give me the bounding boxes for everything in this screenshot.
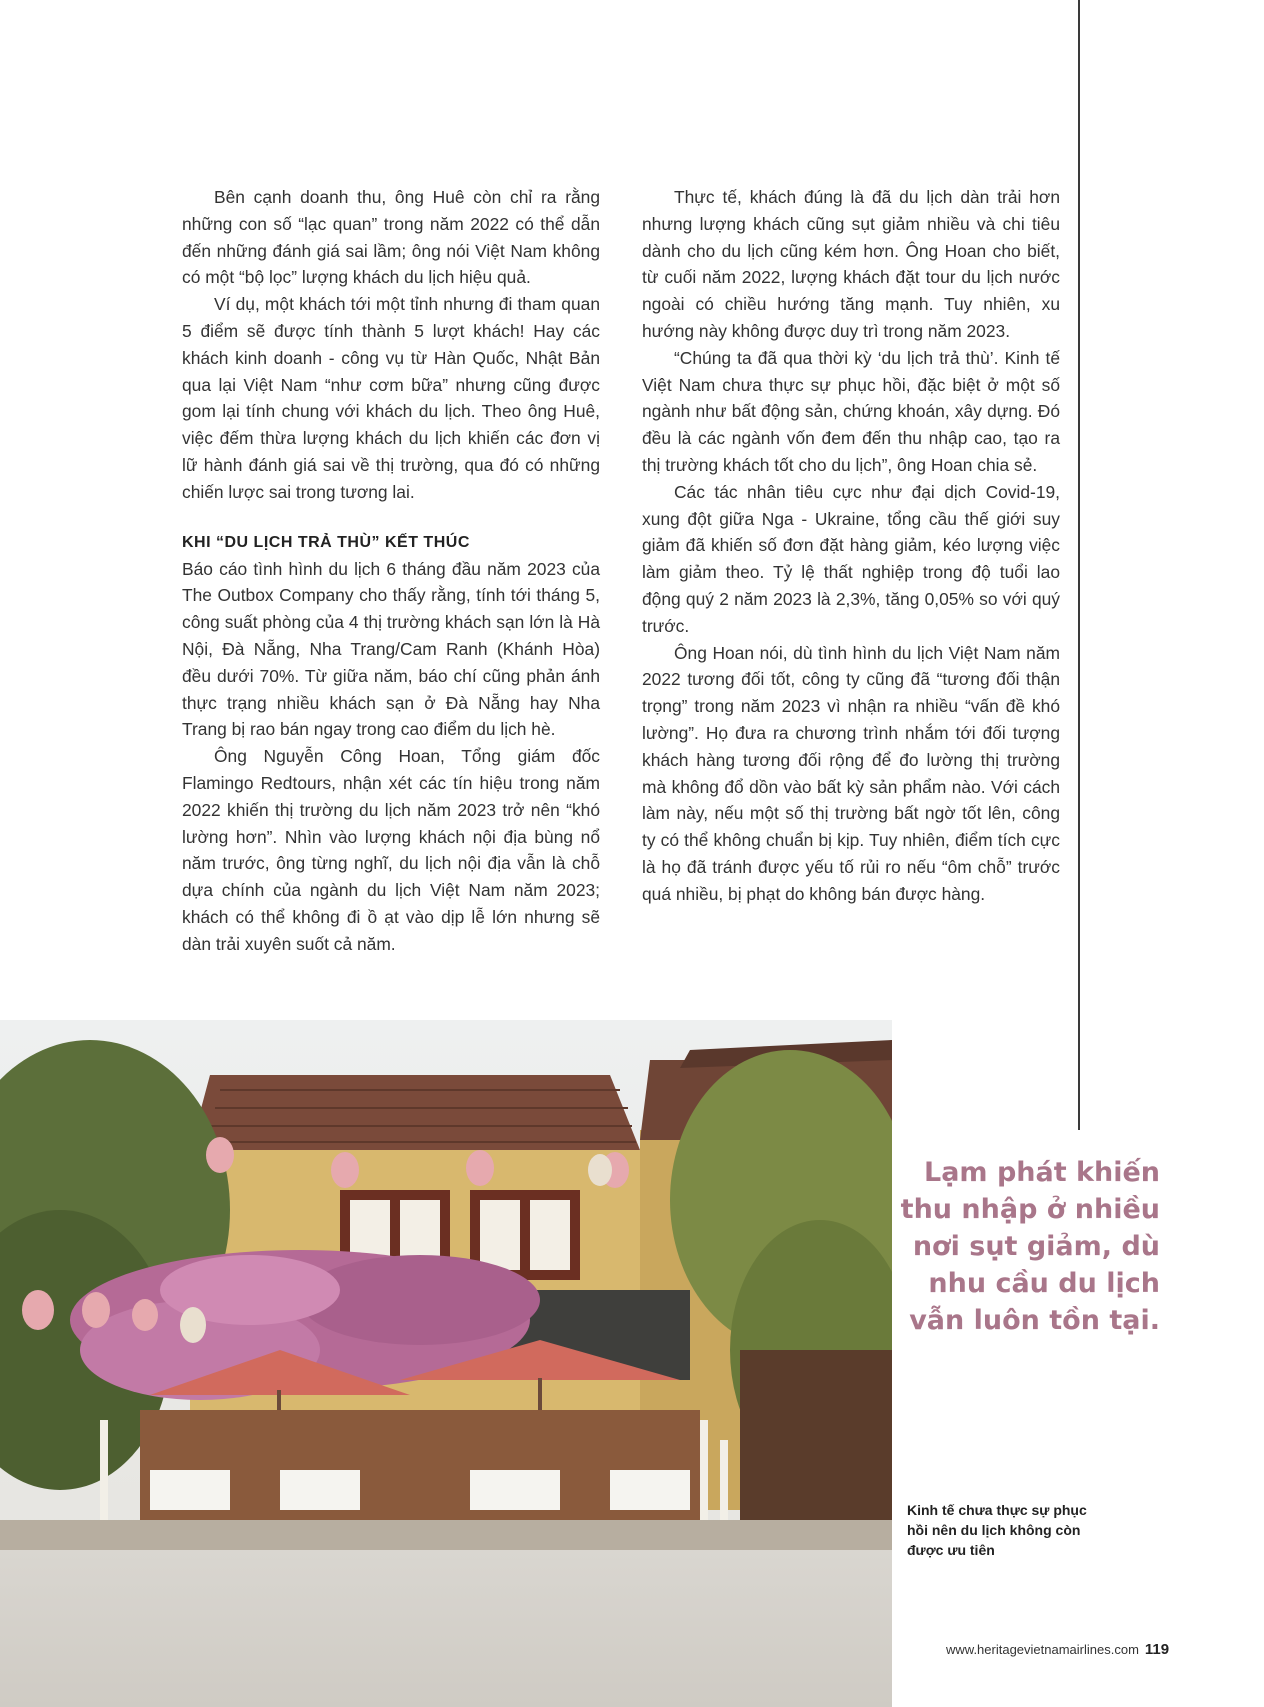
vertical-rule: [1078, 0, 1080, 1130]
website-url: www.heritagevietnamairlines.com: [946, 1642, 1139, 1657]
paragraph: Bên cạnh doanh thu, ông Huê còn chỉ ra rằng những con số “lạc quan” trong năm 2022 có thể dẫn đến những đánh giá sai lầm; ông nói Việt Nam không có một “bộ lọc” lượng khách du lịch hiệu quả.: [182, 187, 600, 288]
paragraph: Ông Nguyễn Công Hoan, Tổng giám đốc Flamingo Redtours, nhận xét các tín hiệu trong năm 2022 khiến thị trường du lịch năm 2023 trở nên “khó lường hơn”. Nhìn vào lượng khách nội địa bùng nổ năm trước, ông từng nghĩ, du lịch nội địa vẫn là chỗ dựa chính của ngành du lịch Việt Nam năm 2023; khách có thể không đi ồ ạt vào dịp lễ lớn nhưng sẽ dàn trải xuyên suốt cả năm.: [182, 746, 600, 954]
page-number: 119: [1144, 1641, 1170, 1658]
section-heading: KHI “DU LỊCH TRẢ THÙ” KẾT THÚC: [182, 533, 470, 551]
pull-quote: Lạm phát khiến thu nhập ở nhiều nơi sụt giảm, dù nhu cầu du lịch vẫn luôn tồn tại.: [900, 1157, 1160, 1336]
paragraph: Các tác nhân tiêu cực như đại dịch Covid-19, xung đột giữa Nga - Ukraine, tổng cầu thế giới suy giảm đã khiến số đơn đặt hàng giảm, kéo lượng việc làm giảm theo. Tỷ lệ thất nghiệp trong độ tuổi lao động quý 2 năm 2023 là 2,3%, tăng 0,05% so với quý trước.: [642, 481, 1060, 636]
paragraph: Ví dụ, một khách tới một tỉnh nhưng đi tham quan 5 điểm sẽ được tính thành 5 lượt khách! Hay các khách kinh doanh - công vụ từ Hàn Quốc, Nhật Bản qua lại Việt Nam “như cơm bữa” nhưng cũng được gom lại tính chung với khách du lịch. Theo ông Huê, việc đếm thừa lượng khách du lịch khiến các đơn vị lữ hành đánh giá sai về thị trường, qua đó có những chiến lược sai trong tương lai.: [182, 294, 600, 502]
paragraph: Báo cáo tình hình du lịch 6 tháng đầu năm 2023 của The Outbox Company cho thấy rằng, tính tới tháng 5, công suất phòng của 4 thị trường khách sạn lớn là Hà Nội, Đà Nẵng, Nha Trang/Cam Ranh (Khánh Hòa) đều dưới 70%. Từ giữa năm, báo chí cũng phản ánh thực trạng nhiều khách sạn ở Đà Nẵng hay Nha Trang bị rao bán ngay trong cao điểm du lịch hè.: [182, 558, 600, 740]
article-column-left: [182, 184, 600, 958]
paragraph: Ông Hoan nói, dù tình hình du lịch Việt Nam năm 2022 tương đối tốt, công ty cũng đã “tương đối thận trọng” trong năm 2023 vì nhận ra nhiều “vấn đề khó lường”. Họ đưa ra chương trình nhắm tới đối tượng khách hàng tương đối rộng để đo lường thị trường mà không đổ dồn vào bất kỳ sản phẩm nào. Với cách làm này, nếu một số thị trường bất ngờ tốt lên, công ty có thể không chuẩn bị kịp. Tuy nhiên, điểm tích cực là họ đã tránh được yếu tố rủi ro nếu “ôm chỗ” trước quá nhiều, bị phạt do không bán được hàng.: [642, 642, 1060, 904]
article-column-right: [642, 184, 1060, 908]
street-restaurant-photo: [0, 1020, 892, 1707]
photo-caption: Kinh tế chưa thực sự phục hồi nên du lịch không còn được ưu tiên: [907, 1502, 1087, 1558]
page-footer: [946, 1641, 1176, 1658]
paragraph: “Chúng ta đã qua thời kỳ ‘du lịch trả thù’. Kinh tế Việt Nam chưa thực sự phục hồi, đặc biệt ở một số ngành như bất động sản, chứng khoán, xây dựng. Đó đều là các ngành vốn đem đến thu nhập cao, tạo ra thị trường khách tốt cho du lịch”, ông Hoan chia sẻ.: [642, 347, 1060, 475]
paragraph: Thực tế, khách đúng là đã du lịch dàn trải hơn nhưng lượng khách cũng sụt giảm nhiều và chi tiêu dành cho du lịch cũng kém hơn. Ông Hoan cho biết, từ cuối năm 2022, lượng khách đặt tour du lịch nước ngoài có chiều hướng tăng mạnh. Tuy nhiên, xu hướng này không được duy trì trong năm 2023.: [642, 187, 1060, 341]
